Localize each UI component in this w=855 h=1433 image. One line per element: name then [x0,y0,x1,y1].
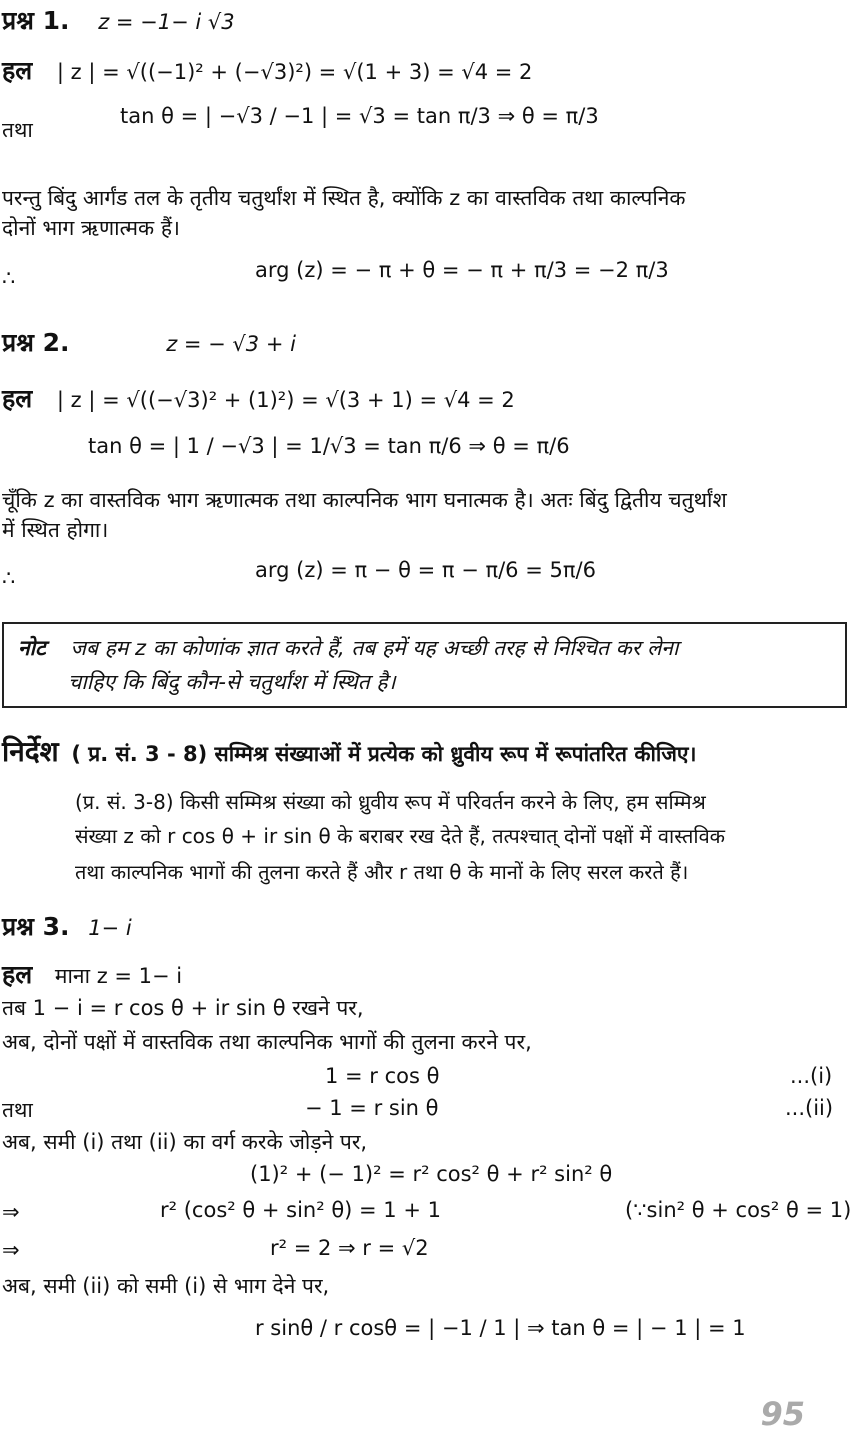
q1-label: प्रश्न 1. [2,6,70,35]
q1-para-line2: दोनों भाग ऋणात्मक हैं। [2,216,180,240]
note-label: नोट [18,636,46,660]
q2-modulus-eq: | z | = √((−√3)² + (1)²) = √(3 + 1) = √4 = 2 [56,388,515,412]
q1-therefore: ∴ [2,266,16,290]
q1-tatha-label: तथा [2,118,33,142]
q2-therefore: ∴ [2,566,16,590]
q3-eq3: (1)² + (− 1)² = r² cos² θ + r² sin² θ [250,1162,613,1186]
note-text-line1: जब हम z का कोणांक ज्ञात करते हैं, तब हमें यह अच्छी तरह से निश्चित कर लेना [70,636,679,660]
q2-tan-eq: tan θ = | 1 / −√3 | = 1/√3 = tan π/6 ⇒ θ = π/6 [88,434,570,458]
q1-solution-modulus [2,58,532,83]
q1-expression: z = −1− i √3 [98,10,235,34]
note-line1 [18,638,678,659]
q3-solution-let [2,962,182,987]
q1-para-line1: परन्तु बिंदु आर्गंड तल के तृतीय चतुर्थांश में स्थित है, क्योंकि z का वास्तविक तथा काल्पनिक [2,186,686,210]
q3-eq2-tag: ...(ii) [785,1096,834,1120]
q2-solution-modulus [2,386,515,411]
q2-expression: z = − √3 + i [166,332,296,356]
direction-para2: संख्या z को r cos θ + ir sin θ के बराबर रख देते हैं, तत्पश्चात् दोनों पक्षों में वास्तविक [75,824,726,848]
q2-arg-eq: arg (z) = π − θ = π − π/6 = 5π/6 [255,558,596,582]
note-box [2,622,847,708]
q2-para-line1: चूँकि z का वास्तविक भाग ऋणात्मक तथा काल्पनिक भाग घनात्मक है। अतः बिंदु द्वितीय चतुर्थांश [2,488,727,512]
direction-para1: (प्र. सं. 3-8) किसी सम्मिश्र संख्या को ध्रुवीय रूप में परिवर्तन करने के लिए, हम सम्मिश्र [75,790,706,814]
q1-hal-label: हल [2,56,33,85]
q3-eq1-tag: ...(i) [790,1064,833,1088]
q2-heading [2,330,296,355]
q3-tatha: तथा [2,1098,33,1122]
q1-arg-eq: arg (z) = − π + θ = − π + π/3 = −2 π/3 [255,258,669,282]
q3-eq1: 1 = r cos θ [325,1064,440,1088]
direction-text: ( प्र. सं. 3 - 8) सम्मिश्र संख्याओं में प्रत्येक को ध्रुवीय रूप में रूपांतरित कीजिए। [71,742,697,766]
q3-line2: अब, दोनों पक्षों में वास्तविक तथा काल्पनिक भागों की तुलना करने पर, [2,1030,532,1054]
q1-modulus-eq: | z | = √((−1)² + (−√3)²) = √(1 + 3) = √4 = 2 [56,60,533,84]
direction-heading [2,735,697,768]
q2-hal-label: हल [2,384,33,413]
q3-eq2: − 1 = r sin θ [305,1096,439,1120]
q3-line1: तब 1 − i = r cos θ + ir sin θ रखने पर, [2,996,364,1020]
q3-implies-1: ⇒ [2,1200,20,1224]
q1-tan-eq-text: tan θ = | −√3 / −1 | = √3 = tan π/3 ⇒ θ = π/3 [120,104,599,128]
note-text-line2: चाहिए कि बिंदु कौन-से चतुर्थांश में स्थित है। [68,670,396,694]
direction-label: निर्देश [2,735,59,768]
q3-heading [2,914,132,939]
q3-line3: अब, समी (i) तथा (ii) का वर्ग करके जोड़ने पर, [2,1130,368,1154]
q1-heading [2,8,235,33]
q3-label: प्रश्न 3. [2,912,70,941]
q3-expression: 1− i [88,916,132,940]
q2-para-line2: में स्थित होगा। [2,518,109,542]
page-number: 95 [760,1395,805,1433]
q3-implies-2: ⇒ [2,1238,20,1262]
q2-label: प्रश्न 2. [2,328,70,357]
q3-eq5: r² = 2 ⇒ r = √2 [270,1236,429,1260]
direction-para3: तथा काल्पनिक भागों की तुलना करते हैं और r तथा θ के मानों के लिए सरल करते हैं। [75,860,689,884]
q3-eq4-note: (∵sin² θ + cos² θ = 1) [625,1198,852,1222]
q3-hal-label: हल [2,960,33,989]
q3-line4: अब, समी (ii) को समी (i) से भाग देने पर, [2,1274,330,1298]
q3-let-text: माना z = 1− i [54,964,183,988]
q3-eq6: r sinθ / r cosθ = | −1 / 1 | ⇒ tan θ = | − 1 | = 1 [255,1316,746,1340]
q3-eq4: r² (cos² θ + sin² θ) = 1 + 1 [160,1198,441,1222]
q1-tan-eq [120,106,599,127]
